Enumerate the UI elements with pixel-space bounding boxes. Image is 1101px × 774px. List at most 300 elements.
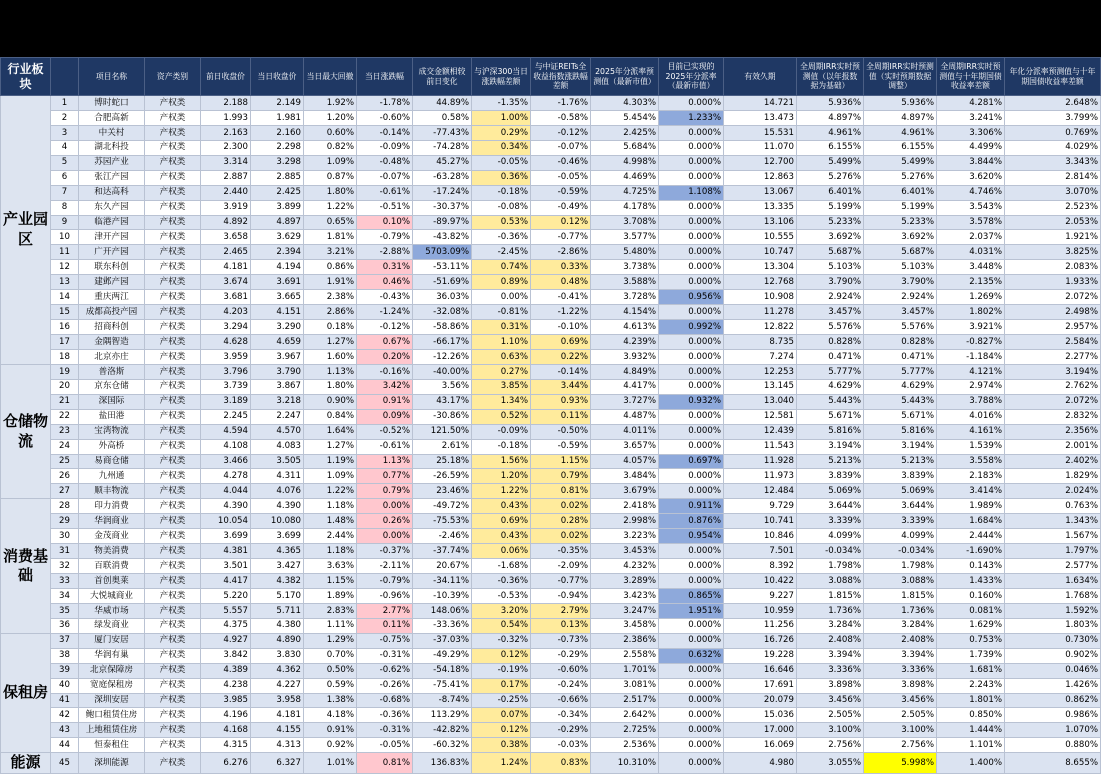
cell-close: 4.313 bbox=[251, 738, 304, 753]
cell-vs-hs300: 0.43% bbox=[472, 499, 531, 514]
cell-max-drawdown: 0.59% bbox=[304, 678, 357, 693]
cell-vs-reits-index: -0.46% bbox=[531, 155, 591, 170]
cell-dist-spread: 0.862% bbox=[1005, 693, 1101, 708]
cell-vs-reits-index: -0.94% bbox=[531, 588, 591, 603]
cell-index: 33 bbox=[51, 574, 79, 589]
cell-vs-hs300: -1.68% bbox=[472, 559, 531, 574]
cell-index: 15 bbox=[51, 305, 79, 320]
cell-irr-adjusted: 5.103% bbox=[864, 260, 937, 275]
cell-vs-hs300: 0.36% bbox=[472, 170, 531, 185]
cell-vs-reits-index: -0.29% bbox=[531, 723, 591, 738]
cell-vs-hs300: 1.22% bbox=[472, 484, 531, 499]
cell-vs-reits-index: 0.12% bbox=[531, 215, 591, 230]
cell-dist-realized: 0.000% bbox=[659, 678, 724, 693]
cell-change: -0.05% bbox=[357, 738, 413, 753]
cell-irr-spread: 1.989% bbox=[937, 499, 1005, 514]
cell-dist-forecast: 3.738% bbox=[591, 260, 659, 275]
cell-irr-spread: 1.400% bbox=[937, 753, 1005, 774]
cell-irr-spread: 1.684% bbox=[937, 514, 1005, 529]
cell-vs-reits-index: 0.02% bbox=[531, 529, 591, 544]
cell-irr-annual: 5.199% bbox=[797, 200, 864, 215]
cell-irr-adjusted: 4.961% bbox=[864, 125, 937, 140]
cell-irr-adjusted: 5.687% bbox=[864, 245, 937, 260]
table-row bbox=[1, 290, 1101, 305]
cell-duration: 10.846 bbox=[724, 529, 797, 544]
cell-dist-realized: 0.000% bbox=[659, 379, 724, 394]
cell-close: 3.218 bbox=[251, 394, 304, 409]
cell-max-drawdown: 0.70% bbox=[304, 648, 357, 663]
cell-asset-class: 产权类 bbox=[145, 648, 201, 663]
cell-close: 2.160 bbox=[251, 125, 304, 140]
cell-prev-close: 3.294 bbox=[201, 320, 251, 335]
cell-max-drawdown: 1.27% bbox=[304, 439, 357, 454]
cell-prev-close: 2.887 bbox=[201, 170, 251, 185]
cell-prev-close: 4.390 bbox=[201, 499, 251, 514]
cell-dist-spread: 3.194% bbox=[1005, 364, 1101, 379]
table-row bbox=[1, 305, 1101, 320]
table-row bbox=[1, 245, 1101, 260]
cell-vs-reits-index: 0.22% bbox=[531, 349, 591, 364]
header-sector[interactable]: 行业板块 bbox=[1, 58, 51, 96]
cell-dist-forecast: 2.642% bbox=[591, 708, 659, 723]
cell-irr-spread: 1.681% bbox=[937, 663, 1005, 678]
header-irr-spread[interactable]: 全周期IRR实时预测值与十年期国债收益率差额 bbox=[937, 58, 1005, 96]
cell-dist-realized: 1.233% bbox=[659, 110, 724, 125]
cell-volume-change: 3.56% bbox=[413, 379, 472, 394]
cell-change: 3.42% bbox=[357, 379, 413, 394]
cell-vs-reits-index: -0.12% bbox=[531, 125, 591, 140]
cell-prev-close: 3.842 bbox=[201, 648, 251, 663]
cell-max-drawdown: 1.92% bbox=[304, 96, 357, 111]
sector-label: 产业园区 bbox=[1, 96, 51, 365]
cell-max-drawdown: 3.63% bbox=[304, 559, 357, 574]
cell-max-drawdown: 4.18% bbox=[304, 708, 357, 723]
cell-close: 2.425 bbox=[251, 185, 304, 200]
cell-irr-spread: 1.629% bbox=[937, 618, 1005, 633]
cell-dist-forecast: 4.469% bbox=[591, 170, 659, 185]
cell-irr-adjusted: 3.088% bbox=[864, 574, 937, 589]
cell-vs-hs300: 1.24% bbox=[472, 753, 531, 774]
cell-irr-adjusted: 5.816% bbox=[864, 424, 937, 439]
cell-asset-class: 产权类 bbox=[145, 544, 201, 559]
cell-dist-spread: 1.797% bbox=[1005, 544, 1101, 559]
cell-close: 1.981 bbox=[251, 110, 304, 125]
cell-asset-class: 产权类 bbox=[145, 335, 201, 350]
cell-change: 0.11% bbox=[357, 618, 413, 633]
cell-dist-spread: 1.070% bbox=[1005, 723, 1101, 738]
cell-irr-adjusted: 3.456% bbox=[864, 693, 937, 708]
cell-vs-reits-index: 0.79% bbox=[531, 469, 591, 484]
cell-irr-annual: -0.034% bbox=[797, 544, 864, 559]
cell-project-name: 厦门安居 bbox=[79, 633, 145, 648]
header-vs-hs300[interactable]: 与沪深300当日涨跌幅差额 bbox=[472, 58, 531, 96]
cell-irr-adjusted: 0.471% bbox=[864, 349, 937, 364]
cell-dist-realized: 0.000% bbox=[659, 469, 724, 484]
cell-dist-realized: 0.000% bbox=[659, 200, 724, 215]
cell-duration: 12.484 bbox=[724, 484, 797, 499]
cell-vs-hs300: -0.25% bbox=[472, 693, 531, 708]
cell-irr-annual: 1.736% bbox=[797, 603, 864, 618]
cell-dist-realized: 0.000% bbox=[659, 618, 724, 633]
cell-irr-annual: 3.394% bbox=[797, 648, 864, 663]
cell-change: -2.11% bbox=[357, 559, 413, 574]
cell-irr-annual: 2.408% bbox=[797, 633, 864, 648]
cell-asset-class: 产权类 bbox=[145, 603, 201, 618]
cell-dist-forecast: 3.708% bbox=[591, 215, 659, 230]
cell-close: 3.427 bbox=[251, 559, 304, 574]
cell-max-drawdown: 1.18% bbox=[304, 544, 357, 559]
cell-prev-close: 2.465 bbox=[201, 245, 251, 260]
cell-irr-adjusted: 3.336% bbox=[864, 663, 937, 678]
cell-change: 0.00% bbox=[357, 499, 413, 514]
table-row bbox=[1, 633, 1101, 648]
cell-change: 0.10% bbox=[357, 215, 413, 230]
cell-irr-adjusted: 5.199% bbox=[864, 200, 937, 215]
cell-irr-adjusted: 3.194% bbox=[864, 439, 937, 454]
table-row bbox=[1, 454, 1101, 469]
cell-irr-spread: 4.499% bbox=[937, 140, 1005, 155]
cell-irr-annual: 1.798% bbox=[797, 559, 864, 574]
cell-dist-forecast: 2.517% bbox=[591, 693, 659, 708]
cell-vs-reits-index: -0.59% bbox=[531, 185, 591, 200]
cell-irr-annual: 3.898% bbox=[797, 678, 864, 693]
cell-irr-spread: 0.143% bbox=[937, 559, 1005, 574]
cell-prev-close: 3.674 bbox=[201, 275, 251, 290]
cell-asset-class: 产权类 bbox=[145, 260, 201, 275]
cell-asset-class: 产权类 bbox=[145, 559, 201, 574]
header-prev-close[interactable]: 前日收盘价 bbox=[201, 58, 251, 96]
cell-asset-class: 产权类 bbox=[145, 290, 201, 305]
cell-irr-annual: 3.692% bbox=[797, 230, 864, 245]
cell-index: 3 bbox=[51, 125, 79, 140]
cell-change: 0.91% bbox=[357, 394, 413, 409]
cell-irr-adjusted: 3.692% bbox=[864, 230, 937, 245]
cell-duration: 11.543 bbox=[724, 439, 797, 454]
cell-irr-spread: 2.974% bbox=[937, 379, 1005, 394]
cell-max-drawdown: 0.18% bbox=[304, 320, 357, 335]
table-body bbox=[1, 96, 1101, 774]
table-row bbox=[1, 424, 1101, 439]
cell-irr-annual: 3.055% bbox=[797, 753, 864, 774]
cell-max-drawdown: 1.15% bbox=[304, 574, 357, 589]
cell-irr-adjusted: 5.998% bbox=[864, 753, 937, 774]
cell-asset-class: 产权类 bbox=[145, 155, 201, 170]
cell-close: 3.958 bbox=[251, 693, 304, 708]
cell-index: 9 bbox=[51, 215, 79, 230]
cell-vs-reits-index: -0.41% bbox=[531, 290, 591, 305]
cell-index: 13 bbox=[51, 275, 79, 290]
cell-volume-change: -10.39% bbox=[413, 588, 472, 603]
cell-dist-forecast: 4.303% bbox=[591, 96, 659, 111]
cell-duration: 12.581 bbox=[724, 409, 797, 424]
cell-irr-spread: 2.444% bbox=[937, 529, 1005, 544]
cell-close: 4.570 bbox=[251, 424, 304, 439]
cell-irr-annual: 2.756% bbox=[797, 738, 864, 753]
cell-duration: 17.691 bbox=[724, 678, 797, 693]
cell-irr-adjusted: 3.457% bbox=[864, 305, 937, 320]
cell-prev-close: 5.557 bbox=[201, 603, 251, 618]
cell-dist-spread: 3.825% bbox=[1005, 245, 1101, 260]
cell-vs-hs300: 0.12% bbox=[472, 723, 531, 738]
cell-dist-spread: 2.577% bbox=[1005, 559, 1101, 574]
cell-dist-spread: 0.986% bbox=[1005, 708, 1101, 723]
cell-index: 39 bbox=[51, 663, 79, 678]
cell-dist-forecast: 3.679% bbox=[591, 484, 659, 499]
cell-index: 11 bbox=[51, 245, 79, 260]
cell-vs-hs300: 3.85% bbox=[472, 379, 531, 394]
cell-dist-spread: 4.029% bbox=[1005, 140, 1101, 155]
cell-irr-adjusted: 3.839% bbox=[864, 469, 937, 484]
cell-dist-forecast: 3.247% bbox=[591, 603, 659, 618]
cell-asset-class: 产权类 bbox=[145, 96, 201, 111]
cell-vs-hs300: 0.43% bbox=[472, 529, 531, 544]
cell-vs-reits-index: 0.33% bbox=[531, 260, 591, 275]
cell-close: 4.362 bbox=[251, 663, 304, 678]
cell-change: -0.31% bbox=[357, 723, 413, 738]
cell-vs-hs300: 1.00% bbox=[472, 110, 531, 125]
cell-dist-forecast: 4.232% bbox=[591, 559, 659, 574]
cell-index: 45 bbox=[51, 753, 79, 774]
cell-max-drawdown: 1.19% bbox=[304, 454, 357, 469]
header-duration[interactable]: 有效久期 bbox=[724, 58, 797, 96]
sector-label: 保租房 bbox=[1, 633, 51, 753]
cell-vs-reits-index: -0.66% bbox=[531, 693, 591, 708]
cell-irr-adjusted: 3.394% bbox=[864, 648, 937, 663]
cell-duration: 15.036 bbox=[724, 708, 797, 723]
cell-irr-adjusted: 5.276% bbox=[864, 170, 937, 185]
sector-label: 仓储物流 bbox=[1, 364, 51, 498]
header-asset-class[interactable]: 资产类别 bbox=[145, 58, 201, 96]
cell-irr-adjusted: 2.924% bbox=[864, 290, 937, 305]
cell-irr-spread: 0.850% bbox=[937, 708, 1005, 723]
cell-duration: 8.735 bbox=[724, 335, 797, 350]
table-row bbox=[1, 96, 1101, 111]
cell-irr-annual: 6.155% bbox=[797, 140, 864, 155]
cell-dist-realized: 0.632% bbox=[659, 648, 724, 663]
cell-dist-spread: 2.957% bbox=[1005, 320, 1101, 335]
header-close[interactable]: 当日收盘价 bbox=[251, 58, 304, 96]
cell-project-name: 北京亦庄 bbox=[79, 349, 145, 364]
cell-change: 0.81% bbox=[357, 753, 413, 774]
cell-irr-adjusted: 5.936% bbox=[864, 96, 937, 111]
cell-close: 4.227 bbox=[251, 678, 304, 693]
cell-project-name: 张江产园 bbox=[79, 170, 145, 185]
header-project-name[interactable]: 项目名称 bbox=[79, 58, 145, 96]
table-row bbox=[1, 200, 1101, 215]
cell-dist-realized: 1.951% bbox=[659, 603, 724, 618]
cell-dist-realized: 0.000% bbox=[659, 484, 724, 499]
cell-irr-annual: 5.443% bbox=[797, 394, 864, 409]
cell-change: -1.78% bbox=[357, 96, 413, 111]
cell-change: -0.96% bbox=[357, 588, 413, 603]
cell-asset-class: 产权类 bbox=[145, 394, 201, 409]
cell-duration: 10.555 bbox=[724, 230, 797, 245]
cell-close: 3.298 bbox=[251, 155, 304, 170]
cell-dist-spread: 2.083% bbox=[1005, 260, 1101, 275]
cell-change: -0.51% bbox=[357, 200, 413, 215]
cell-irr-spread: 3.844% bbox=[937, 155, 1005, 170]
table-row bbox=[1, 469, 1101, 484]
header-max-drawdown[interactable]: 当日最大回撤 bbox=[304, 58, 357, 96]
cell-index: 17 bbox=[51, 335, 79, 350]
header-dist-spread[interactable]: 年化分派率预测值与十年期国债收益率差额 bbox=[1005, 58, 1101, 96]
cell-vs-hs300: -0.18% bbox=[472, 439, 531, 454]
cell-close: 4.897 bbox=[251, 215, 304, 230]
cell-vs-reits-index: -0.77% bbox=[531, 574, 591, 589]
cell-duration: 17.000 bbox=[724, 723, 797, 738]
cell-irr-annual: 5.936% bbox=[797, 96, 864, 111]
cell-prev-close: 3.466 bbox=[201, 454, 251, 469]
cell-index: 36 bbox=[51, 618, 79, 633]
cell-duration: 16.646 bbox=[724, 663, 797, 678]
cell-volume-change: 5703.09% bbox=[413, 245, 472, 260]
cell-index: 31 bbox=[51, 544, 79, 559]
cell-dist-realized: 0.000% bbox=[659, 260, 724, 275]
cell-prev-close: 4.315 bbox=[201, 738, 251, 753]
cell-project-name: 深国际 bbox=[79, 394, 145, 409]
cell-index: 24 bbox=[51, 439, 79, 454]
cell-dist-realized: 0.000% bbox=[659, 335, 724, 350]
header-dist-forecast[interactable]: 2025年分派率预测值（最新市值） bbox=[591, 58, 659, 96]
cell-volume-change: 43.17% bbox=[413, 394, 472, 409]
cell-duration: 13.067 bbox=[724, 185, 797, 200]
cell-dist-forecast: 3.081% bbox=[591, 678, 659, 693]
cell-close: 4.083 bbox=[251, 439, 304, 454]
cell-dist-spread: 1.343% bbox=[1005, 514, 1101, 529]
header-change[interactable]: 当日涨跌幅 bbox=[357, 58, 413, 96]
cell-close: 3.665 bbox=[251, 290, 304, 305]
reits-data-table bbox=[0, 57, 1101, 774]
cell-project-name: 普洛斯 bbox=[79, 364, 145, 379]
cell-irr-annual: 5.499% bbox=[797, 155, 864, 170]
cell-project-name: 博时蛇口 bbox=[79, 96, 145, 111]
cell-change: 0.79% bbox=[357, 484, 413, 499]
cell-volume-change: -33.36% bbox=[413, 618, 472, 633]
cell-irr-spread: 3.578% bbox=[937, 215, 1005, 230]
cell-max-drawdown: 0.92% bbox=[304, 738, 357, 753]
cell-duration: 11.973 bbox=[724, 469, 797, 484]
cell-asset-class: 产权类 bbox=[145, 633, 201, 648]
cell-project-name: 金隅智造 bbox=[79, 335, 145, 350]
cell-dist-forecast: 2.725% bbox=[591, 723, 659, 738]
cell-close: 2.394 bbox=[251, 245, 304, 260]
cell-asset-class: 产权类 bbox=[145, 275, 201, 290]
cell-vs-hs300: -2.45% bbox=[472, 245, 531, 260]
cell-duration: 13.304 bbox=[724, 260, 797, 275]
table-row bbox=[1, 409, 1101, 424]
cell-irr-adjusted: 3.100% bbox=[864, 723, 937, 738]
cell-prev-close: 4.389 bbox=[201, 663, 251, 678]
cell-asset-class: 产权类 bbox=[145, 230, 201, 245]
table-row bbox=[1, 439, 1101, 454]
cell-change: 0.09% bbox=[357, 409, 413, 424]
cell-irr-annual: 4.897% bbox=[797, 110, 864, 125]
table-row bbox=[1, 170, 1101, 185]
cell-irr-annual: 5.576% bbox=[797, 320, 864, 335]
cell-dist-realized: 0.000% bbox=[659, 439, 724, 454]
cell-dist-forecast: 3.577% bbox=[591, 230, 659, 245]
cell-prev-close: 6.276 bbox=[201, 753, 251, 774]
cell-volume-change: -40.00% bbox=[413, 364, 472, 379]
cell-prev-close: 4.628 bbox=[201, 335, 251, 350]
cell-prev-close: 4.594 bbox=[201, 424, 251, 439]
cell-index: 44 bbox=[51, 738, 79, 753]
header-volume-change[interactable]: 成交金额相较前日变化 bbox=[413, 58, 472, 96]
cell-index: 12 bbox=[51, 260, 79, 275]
cell-duration: 13.473 bbox=[724, 110, 797, 125]
cell-dist-forecast: 2.536% bbox=[591, 738, 659, 753]
cell-index: 27 bbox=[51, 484, 79, 499]
cell-change: 0.26% bbox=[357, 514, 413, 529]
cell-vs-hs300: -0.05% bbox=[472, 155, 531, 170]
cell-vs-reits-index: 0.48% bbox=[531, 275, 591, 290]
cell-dist-forecast: 3.588% bbox=[591, 275, 659, 290]
cell-vs-reits-index: -0.49% bbox=[531, 200, 591, 215]
cell-index: 32 bbox=[51, 559, 79, 574]
cell-volume-change: -63.28% bbox=[413, 170, 472, 185]
cell-vs-hs300: 0.12% bbox=[472, 648, 531, 663]
cell-duration: 12.253 bbox=[724, 364, 797, 379]
cell-vs-hs300: 1.34% bbox=[472, 394, 531, 409]
cell-prev-close: 2.188 bbox=[201, 96, 251, 111]
cell-irr-annual: 5.233% bbox=[797, 215, 864, 230]
cell-vs-reits-index: -0.14% bbox=[531, 364, 591, 379]
cell-duration: 19.228 bbox=[724, 648, 797, 663]
cell-project-name: 鲍口租赁住房 bbox=[79, 708, 145, 723]
cell-irr-spread: 1.539% bbox=[937, 439, 1005, 454]
cell-volume-change: -32.08% bbox=[413, 305, 472, 320]
cell-vs-hs300: -0.09% bbox=[472, 424, 531, 439]
cell-dist-spread: 1.567% bbox=[1005, 529, 1101, 544]
table-row bbox=[1, 484, 1101, 499]
cell-close: 3.629 bbox=[251, 230, 304, 245]
cell-volume-change: -30.37% bbox=[413, 200, 472, 215]
cell-dist-spread: 0.046% bbox=[1005, 663, 1101, 678]
cell-close: 2.885 bbox=[251, 170, 304, 185]
cell-project-name: 京东仓储 bbox=[79, 379, 145, 394]
table-row bbox=[1, 155, 1101, 170]
cell-index: 42 bbox=[51, 708, 79, 723]
cell-vs-hs300: 0.07% bbox=[472, 708, 531, 723]
cell-dist-realized: 0.000% bbox=[659, 409, 724, 424]
cell-close: 3.691 bbox=[251, 275, 304, 290]
cell-max-drawdown: 1.29% bbox=[304, 633, 357, 648]
cell-dist-realized: 0.000% bbox=[659, 633, 724, 648]
cell-index: 16 bbox=[51, 320, 79, 335]
cell-vs-reits-index: 0.13% bbox=[531, 618, 591, 633]
cell-change: -0.07% bbox=[357, 170, 413, 185]
cell-change: -0.16% bbox=[357, 364, 413, 379]
cell-dist-spread: 1.768% bbox=[1005, 588, 1101, 603]
cell-irr-adjusted: 0.828% bbox=[864, 335, 937, 350]
cell-irr-annual: 3.644% bbox=[797, 499, 864, 514]
cell-vs-hs300: 0.69% bbox=[472, 514, 531, 529]
header-vs-reits-index[interactable]: 与中证REITs全收益指数涨跌幅差额 bbox=[531, 58, 591, 96]
cell-dist-spread: 2.356% bbox=[1005, 424, 1101, 439]
cell-max-drawdown: 1.89% bbox=[304, 588, 357, 603]
cell-irr-spread: 3.558% bbox=[937, 454, 1005, 469]
cell-irr-adjusted: 5.233% bbox=[864, 215, 937, 230]
cell-irr-annual: 4.099% bbox=[797, 529, 864, 544]
cell-dist-forecast: 3.423% bbox=[591, 588, 659, 603]
header-dist-realized[interactable]: 目前已实现的2025年分派率（最新市值） bbox=[659, 58, 724, 96]
table-row bbox=[1, 260, 1101, 275]
cell-dist-spread: 1.634% bbox=[1005, 574, 1101, 589]
cell-vs-hs300: -0.81% bbox=[472, 305, 531, 320]
sector-label: 能源 bbox=[1, 753, 51, 774]
header-irr-annual[interactable]: 全周期IRR实时预测值（以年报数据为基础） bbox=[797, 58, 864, 96]
header-irr-adjusted[interactable]: 全周期IRR实时预测值（实时预期数据调整） bbox=[864, 58, 937, 96]
